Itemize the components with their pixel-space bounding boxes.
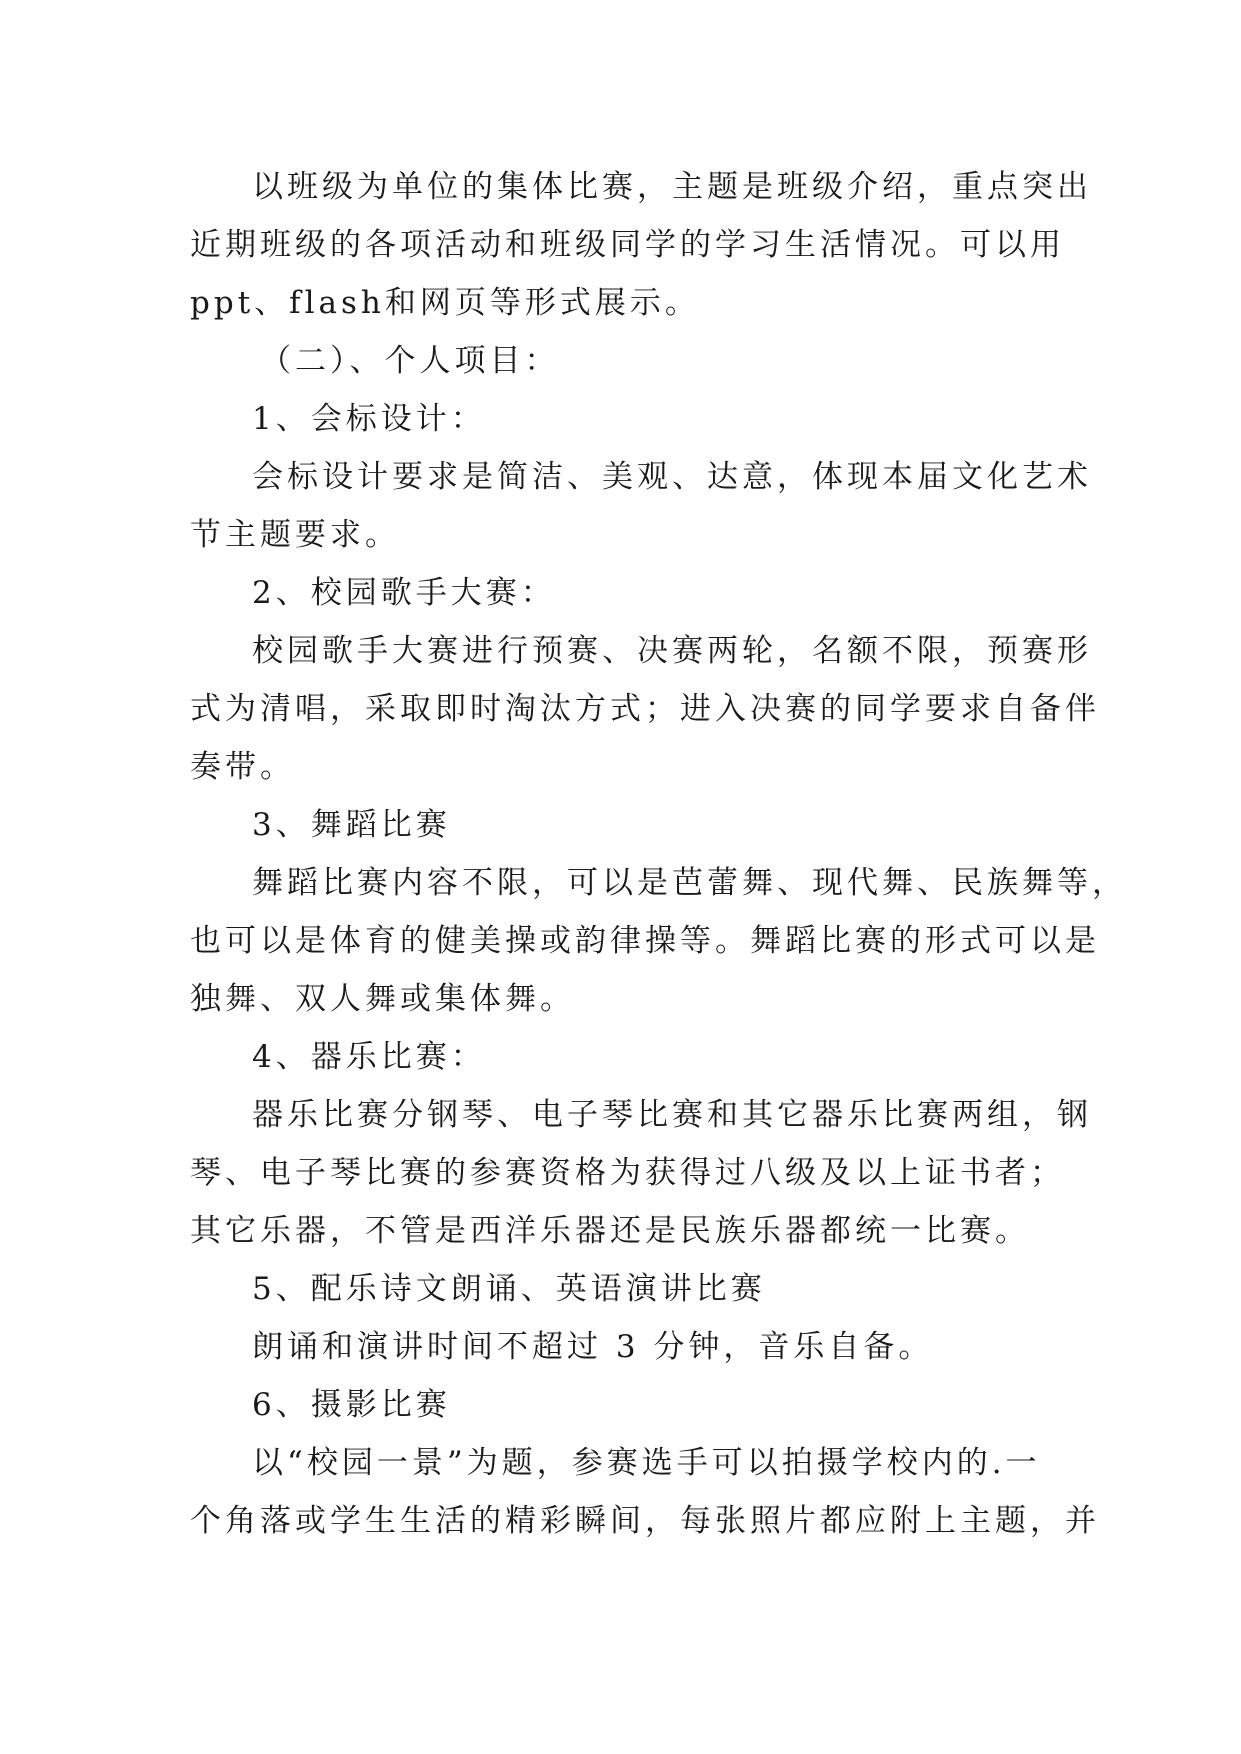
text-line: 校园歌手大赛进行预赛、决赛两轮，名额不限，预赛形 [252, 633, 1092, 669]
text-line: 以班级为单位的集体比赛，主题是班级介绍，重点突出 [252, 169, 1092, 205]
text-line: 6、摄影比赛 [252, 1387, 451, 1423]
item-heading-logo-design [190, 390, 1058, 448]
text-line: 1、会标设计： [252, 401, 486, 437]
item-heading-dance-contest [190, 796, 1058, 854]
text-line: 其它乐器，不管是西洋乐器还是民族乐器都统一比赛。 [190, 1213, 1030, 1249]
text-line: 朗诵和演讲时间不超过 3 分钟，音乐自备。 [252, 1329, 934, 1365]
text-line: 3、舞蹈比赛 [252, 807, 451, 843]
text-line: ppt、flash和网页等形式展示。 [190, 285, 700, 321]
section-heading-individual [190, 332, 1058, 390]
item-heading-recitation-speech [190, 1260, 1058, 1318]
item-heading-instrument-contest [190, 1028, 1058, 1086]
paragraph-class-intro [190, 158, 1092, 332]
text-line: 个角落或学生生活的精彩瞬间，每张照片都应附上主题，并 [190, 1503, 1100, 1539]
text-line: 奏带。 [190, 749, 295, 785]
paragraph-dance-contest [190, 854, 1127, 1028]
text-line: 以“校园一景”为题，参赛选手可以拍摄学校内的.一 [252, 1445, 1041, 1481]
text-line: 器乐比赛分钢琴、电子琴比赛和其它器乐比赛两组，钢 [252, 1097, 1092, 1133]
paragraph-instrument-contest [190, 1086, 1092, 1260]
paragraph-logo-design [190, 448, 1092, 564]
paragraph-photography-contest [190, 1434, 1100, 1550]
item-heading-singer-contest [190, 564, 1058, 622]
text-line: 琴、电子琴比赛的参赛资格为获得过八级及以上证书者； [190, 1155, 1065, 1191]
paragraph-recitation-speech [190, 1318, 1058, 1376]
paragraph-singer-contest [190, 622, 1100, 796]
text-line: 近期班级的各项活动和班级同学的学习生活情况。可以用 [190, 227, 1065, 263]
text-line: 5、配乐诗文朗诵、英语演讲比赛 [252, 1271, 766, 1307]
item-heading-photography-contest [190, 1376, 1058, 1434]
document-body [190, 158, 1127, 1550]
text-line: 舞蹈比赛内容不限，可以是芭蕾舞、现代舞、民族舞等， [252, 865, 1127, 901]
text-line: 会标设计要求是简洁、美观、达意，体现本届文化艺术 [252, 459, 1092, 495]
text-line: 独舞、双人舞或集体舞。 [190, 981, 575, 1017]
text-line: 也可以是体育的健美操或韵律操等。舞蹈比赛的形式可以是 [190, 923, 1100, 959]
text-line: 式为清唱，采取即时淘汰方式；进入决赛的同学要求自备伴 [190, 691, 1100, 727]
text-line: （二）、个人项目： [260, 343, 560, 379]
text-line: 2、校园歌手大赛： [252, 575, 556, 611]
text-line: 节主题要求。 [190, 517, 400, 553]
text-line: 4、器乐比赛： [252, 1039, 486, 1075]
